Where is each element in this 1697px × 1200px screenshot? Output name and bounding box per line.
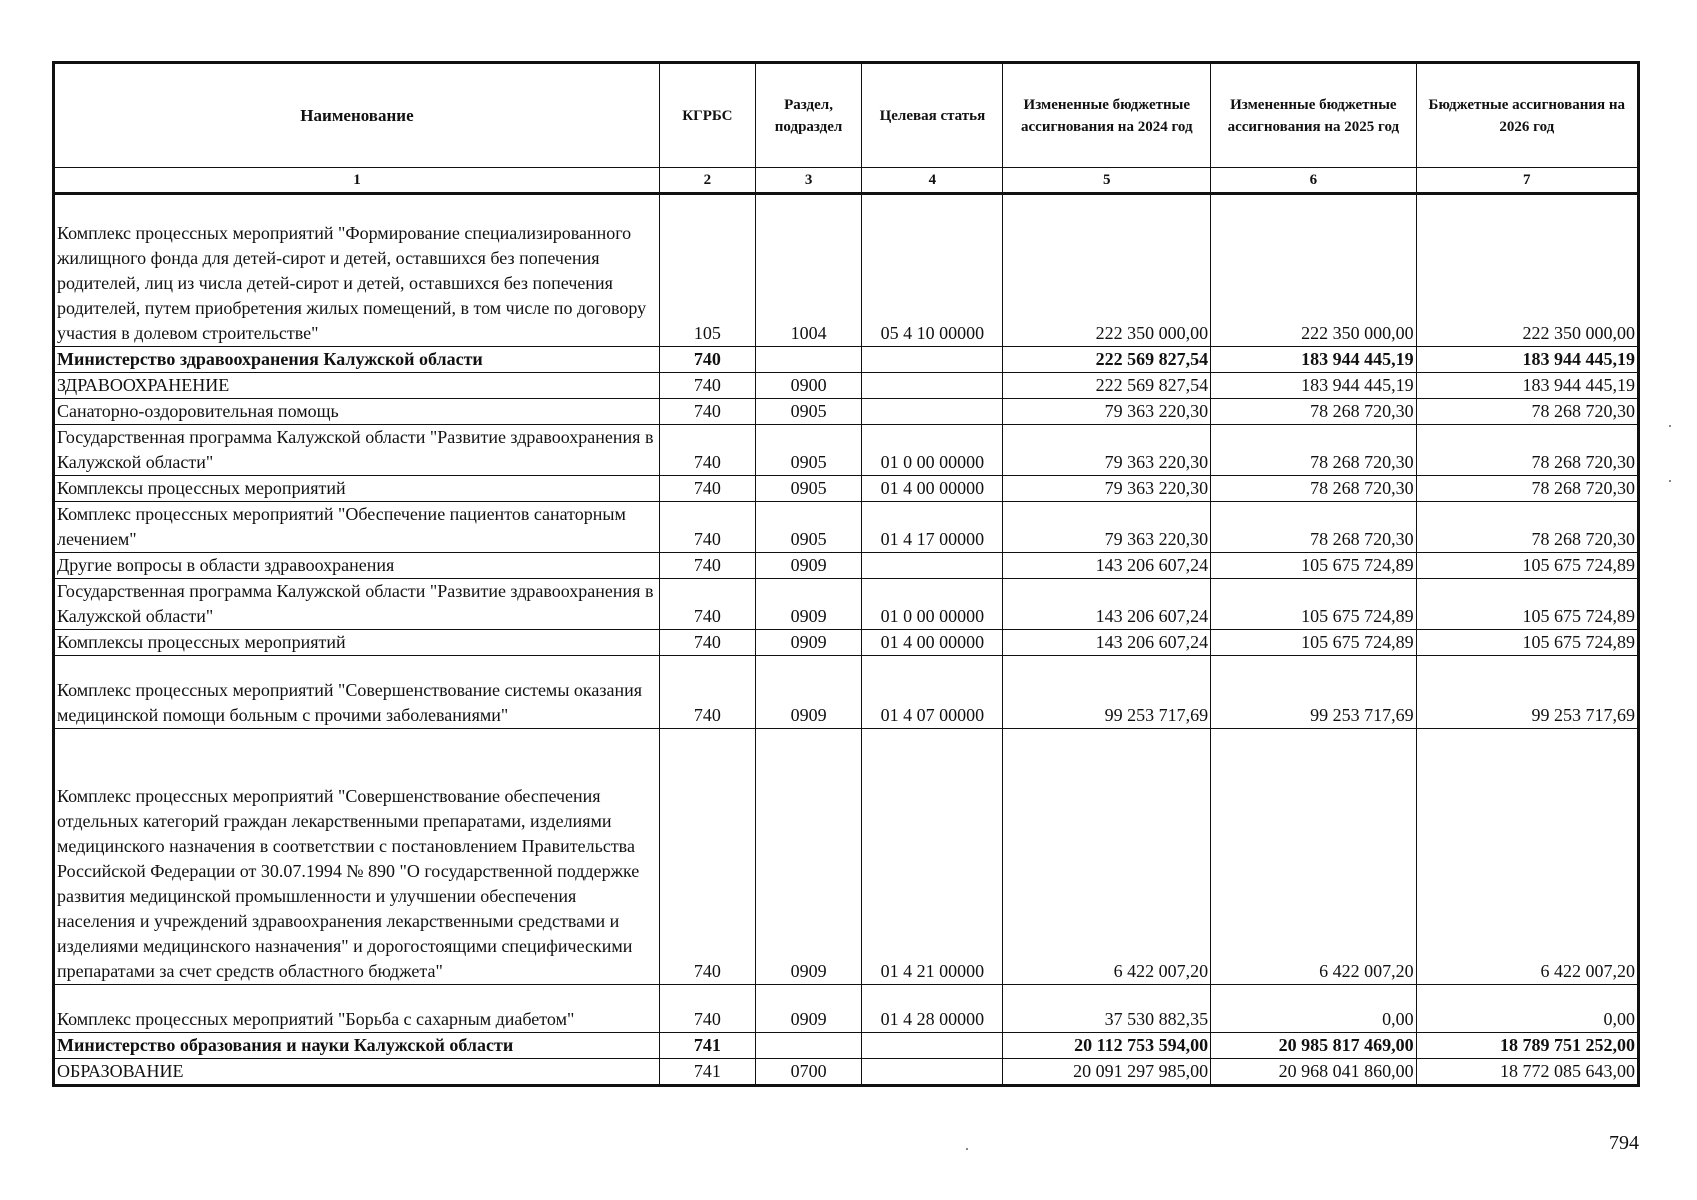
table-row — [54, 630, 1639, 656]
row-amount-2024: 143 206 607,24 — [1003, 579, 1211, 630]
row-kgrbs: 740 — [659, 656, 755, 729]
scan-speck — [966, 1148, 968, 1150]
page-number: 794 — [1609, 1132, 1639, 1154]
row-amount-2025: 0,00 — [1211, 985, 1417, 1033]
row-section: 0905 — [755, 476, 861, 502]
row-name: Комплекс процессных мероприятий "Совершенствование системы оказания медицинской помощи больным с прочими заболеваниями" — [54, 656, 660, 729]
row-kgrbs: 740 — [659, 347, 755, 373]
row-amount-2026: 18 789 751 252,00 — [1416, 1033, 1638, 1059]
row-name: ЗДРАВООХРАНЕНИЕ — [54, 373, 660, 399]
row-amount-2025: 6 422 007,20 — [1211, 729, 1417, 985]
col-number: 3 — [755, 168, 861, 194]
table-row — [54, 553, 1639, 579]
row-amount-2026: 6 422 007,20 — [1416, 729, 1638, 985]
row-kgrbs: 741 — [659, 1033, 755, 1059]
row-amount-2024: 222 569 827,54 — [1003, 373, 1211, 399]
row-target — [862, 347, 1003, 373]
row-kgrbs: 740 — [659, 630, 755, 656]
row-amount-2024: 20 091 297 985,00 — [1003, 1059, 1211, 1086]
header-kgrbs: КГРБС — [659, 63, 755, 168]
row-section: 1004 — [755, 194, 861, 347]
budget-sheet — [52, 61, 1640, 1087]
row-kgrbs: 740 — [659, 729, 755, 985]
row-name: Комплексы процессных мероприятий — [54, 476, 660, 502]
row-amount-2025: 20 985 817 469,00 — [1211, 1033, 1417, 1059]
row-amount-2025: 183 944 445,19 — [1211, 347, 1417, 373]
row-amount-2026: 78 268 720,30 — [1416, 425, 1638, 476]
row-amount-2025: 78 268 720,30 — [1211, 399, 1417, 425]
row-target — [862, 553, 1003, 579]
row-amount-2025: 78 268 720,30 — [1211, 502, 1417, 553]
row-target: 01 4 21 00000 — [862, 729, 1003, 985]
row-amount-2026: 99 253 717,69 — [1416, 656, 1638, 729]
header-2024: Измененные бюджетные ассигнования на 2024 год — [1003, 63, 1211, 168]
header-section: Раздел, подраздел — [755, 63, 861, 168]
table-row — [54, 1033, 1639, 1059]
row-section: 0909 — [755, 630, 861, 656]
row-amount-2025: 222 350 000,00 — [1211, 194, 1417, 347]
table-row — [54, 373, 1639, 399]
row-name: Министерство образования и науки Калужской области — [54, 1033, 660, 1059]
table-row — [54, 985, 1639, 1033]
row-kgrbs: 741 — [659, 1059, 755, 1086]
col-number: 2 — [659, 168, 755, 194]
scan-speck — [1669, 425, 1671, 427]
table-row — [54, 399, 1639, 425]
row-amount-2026: 0,00 — [1416, 985, 1638, 1033]
col-number: 4 — [862, 168, 1003, 194]
row-name: Другие вопросы в области здравоохранения — [54, 553, 660, 579]
row-kgrbs: 740 — [659, 985, 755, 1033]
row-section: 0905 — [755, 425, 861, 476]
col-number: 5 — [1003, 168, 1211, 194]
row-kgrbs: 740 — [659, 502, 755, 553]
row-amount-2024: 79 363 220,30 — [1003, 476, 1211, 502]
row-name: Санаторно-оздоровительная помощь — [54, 399, 660, 425]
row-target: 01 4 28 00000 — [862, 985, 1003, 1033]
table-row — [54, 347, 1639, 373]
row-name: Комплекс процессных мероприятий "Формирование специализированного жилищного фонда для детей-сирот и детей, оставшихся без попечения родителей, лиц из числа детей-сирот и детей, оставшихся без попечения родителей, путем приобретения жилых помещений, в том числе по договору участия в долевом строительстве" — [54, 194, 660, 347]
row-amount-2026: 222 350 000,00 — [1416, 194, 1638, 347]
row-section: 0909 — [755, 656, 861, 729]
row-amount-2025: 78 268 720,30 — [1211, 476, 1417, 502]
row-kgrbs: 740 — [659, 476, 755, 502]
row-amount-2025: 99 253 717,69 — [1211, 656, 1417, 729]
row-target: 01 0 00 00000 — [862, 579, 1003, 630]
row-amount-2026: 105 675 724,89 — [1416, 630, 1638, 656]
row-name: Комплекс процессных мероприятий "Обеспечение пациентов санаторным лечением" — [54, 502, 660, 553]
row-target: 01 0 00 00000 — [862, 425, 1003, 476]
header-target: Целевая статья — [862, 63, 1003, 168]
row-amount-2026: 183 944 445,19 — [1416, 347, 1638, 373]
row-target — [862, 1033, 1003, 1059]
row-amount-2025: 105 675 724,89 — [1211, 630, 1417, 656]
row-amount-2024: 20 112 753 594,00 — [1003, 1033, 1211, 1059]
table-row — [54, 729, 1639, 985]
row-amount-2026: 18 772 085 643,00 — [1416, 1059, 1638, 1086]
row-name: Комплекс процессных мероприятий "Совершенствование обеспечения отдельных категорий граждан лекарственными препаратами, изделиями медицинского назначения в соответствии с постановлением Правительства Российской Федерации от 30.07.1994 № 890 "О государственной поддержке развития медицинской промышленности и улучшении обеспечения населения и учреждений здравоохранения лекарственными средствами и изделиями медицинского назначения" и дорогостоящими специфическими препаратами за счет средств областного бюджета" — [54, 729, 660, 985]
header-2025: Измененные бюджетные ассигнования на 2025 год — [1211, 63, 1417, 168]
row-amount-2024: 37 530 882,35 — [1003, 985, 1211, 1033]
row-section: 0905 — [755, 502, 861, 553]
row-kgrbs: 740 — [659, 553, 755, 579]
table-row — [54, 1059, 1639, 1086]
col-number: 1 — [54, 168, 660, 194]
row-amount-2026: 105 675 724,89 — [1416, 553, 1638, 579]
table-row — [54, 425, 1639, 476]
row-kgrbs: 105 — [659, 194, 755, 347]
row-amount-2024: 222 350 000,00 — [1003, 194, 1211, 347]
column-number-row — [54, 168, 1639, 194]
row-name: Комплексы процессных мероприятий — [54, 630, 660, 656]
row-kgrbs: 740 — [659, 373, 755, 399]
table-row — [54, 476, 1639, 502]
row-target — [862, 1059, 1003, 1086]
header-2026: Бюджетные ассигнования на 2026 год — [1416, 63, 1638, 168]
table-row — [54, 656, 1639, 729]
row-amount-2026: 78 268 720,30 — [1416, 399, 1638, 425]
row-target: 01 4 00 00000 — [862, 476, 1003, 502]
row-kgrbs: 740 — [659, 425, 755, 476]
row-amount-2025: 105 675 724,89 — [1211, 579, 1417, 630]
row-name: Государственная программа Калужской области "Развитие здравоохранения в Калужской области" — [54, 579, 660, 630]
row-amount-2024: 222 569 827,54 — [1003, 347, 1211, 373]
row-target: 01 4 00 00000 — [862, 630, 1003, 656]
col-number: 6 — [1211, 168, 1417, 194]
row-section: 0700 — [755, 1059, 861, 1086]
row-amount-2025: 78 268 720,30 — [1211, 425, 1417, 476]
row-section: 0909 — [755, 985, 861, 1033]
row-kgrbs: 740 — [659, 399, 755, 425]
table-row — [54, 502, 1639, 553]
row-amount-2024: 79 363 220,30 — [1003, 502, 1211, 553]
col-number: 7 — [1416, 168, 1638, 194]
row-amount-2026: 78 268 720,30 — [1416, 502, 1638, 553]
budget-table — [52, 61, 1640, 1087]
row-amount-2024: 99 253 717,69 — [1003, 656, 1211, 729]
row-amount-2026: 78 268 720,30 — [1416, 476, 1638, 502]
row-name: Министерство здравоохранения Калужской области — [54, 347, 660, 373]
row-amount-2024: 143 206 607,24 — [1003, 553, 1211, 579]
row-section: 0900 — [755, 373, 861, 399]
header-row — [54, 63, 1639, 168]
row-target: 05 4 10 00000 — [862, 194, 1003, 347]
row-target — [862, 373, 1003, 399]
table-row — [54, 579, 1639, 630]
row-section: 0909 — [755, 729, 861, 985]
row-amount-2025: 105 675 724,89 — [1211, 553, 1417, 579]
row-section — [755, 347, 861, 373]
row-target — [862, 399, 1003, 425]
row-amount-2026: 183 944 445,19 — [1416, 373, 1638, 399]
row-kgrbs: 740 — [659, 579, 755, 630]
row-amount-2025: 183 944 445,19 — [1211, 373, 1417, 399]
row-amount-2024: 143 206 607,24 — [1003, 630, 1211, 656]
row-name: ОБРАЗОВАНИЕ — [54, 1059, 660, 1086]
row-amount-2024: 79 363 220,30 — [1003, 425, 1211, 476]
row-name: Комплекс процессных мероприятий "Борьба с сахарным диабетом" — [54, 985, 660, 1033]
row-amount-2026: 105 675 724,89 — [1416, 579, 1638, 630]
header-name: Наименование — [54, 63, 660, 168]
row-section: 0909 — [755, 579, 861, 630]
row-name: Государственная программа Калужской области "Развитие здравоохранения в Калужской области" — [54, 425, 660, 476]
row-amount-2025: 20 968 041 860,00 — [1211, 1059, 1417, 1086]
scan-speck — [1669, 480, 1671, 482]
table-row — [54, 194, 1639, 347]
row-target: 01 4 17 00000 — [862, 502, 1003, 553]
row-amount-2024: 6 422 007,20 — [1003, 729, 1211, 985]
row-amount-2024: 79 363 220,30 — [1003, 399, 1211, 425]
row-section: 0909 — [755, 553, 861, 579]
row-section: 0905 — [755, 399, 861, 425]
row-target: 01 4 07 00000 — [862, 656, 1003, 729]
row-section — [755, 1033, 861, 1059]
